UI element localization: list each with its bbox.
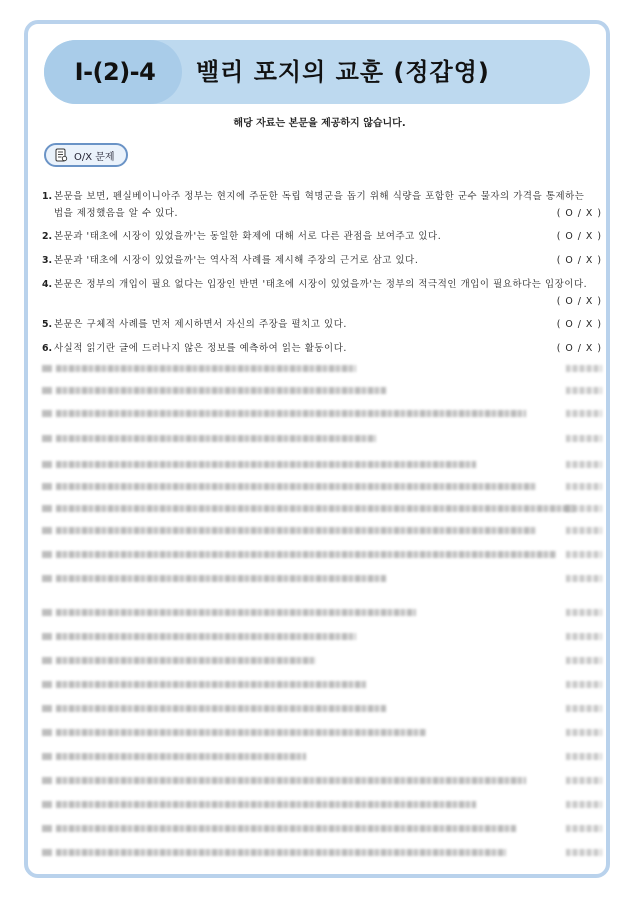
blurred-text xyxy=(56,705,386,712)
blurred-number xyxy=(42,849,52,856)
blurred-answer xyxy=(566,461,602,468)
blurred-answer xyxy=(566,729,602,736)
blurred-text xyxy=(56,657,316,664)
blurred-answer xyxy=(566,483,602,490)
question-text: 본문은 정부의 개입이 필요 없다는 입장인 반면 '태초에 시장이 있었을까'는 정부의 적극적인 개입이 필요하다는 입장이다. xyxy=(54,279,588,290)
blurred-answer xyxy=(566,849,602,856)
question-4 xyxy=(42,276,602,310)
blurred-number xyxy=(42,483,52,490)
ox-answer[interactable]: ( O / X ) xyxy=(556,296,602,307)
blurred-number xyxy=(42,461,52,468)
blurred-question-row xyxy=(42,628,602,645)
blurred-question-row xyxy=(42,360,602,377)
blurred-number xyxy=(42,633,52,640)
blurred-text xyxy=(56,365,356,372)
notice-text: 해당 자료는 본문을 제공하지 않습니다. xyxy=(233,118,406,129)
blurred-answer xyxy=(566,801,602,808)
question-number: 6. xyxy=(42,343,53,354)
question-text: 본문과 '태초에 시장이 있었을까'는 역사적 사례를 제시해 주장의 근거로 삼고 있다. xyxy=(54,255,419,266)
blurred-text xyxy=(56,777,526,784)
blurred-answer xyxy=(566,777,602,784)
blurred-answer xyxy=(566,633,602,640)
blurred-question-row xyxy=(42,405,602,422)
blurred-question-row xyxy=(42,748,602,765)
blurred-text xyxy=(56,410,526,417)
question-number: 4. xyxy=(42,279,53,290)
blurred-number xyxy=(42,435,52,442)
blurred-number xyxy=(42,387,52,394)
blurred-text xyxy=(56,609,416,616)
question-3 xyxy=(42,252,602,269)
blurred-text xyxy=(56,527,536,534)
blurred-text xyxy=(56,551,556,558)
blurred-number xyxy=(42,729,52,736)
blurred-answer xyxy=(566,705,602,712)
blurred-answer xyxy=(566,551,602,558)
blurred-question-row xyxy=(42,522,602,539)
blurred-text xyxy=(56,681,366,688)
question-number: 5. xyxy=(42,319,53,330)
blurred-answer xyxy=(566,435,602,442)
blurred-question-row xyxy=(42,570,602,587)
blurred-question-row xyxy=(42,604,602,621)
ox-answer[interactable]: ( O / X ) xyxy=(556,319,602,330)
question-5 xyxy=(42,316,602,333)
question-text: 사실적 읽기란 글에 드러나지 않은 정보를 예측하여 읽는 활동이다. xyxy=(54,343,347,354)
ox-section-badge xyxy=(44,143,128,167)
blurred-number xyxy=(42,365,52,372)
blurred-text xyxy=(56,753,306,760)
blurred-text xyxy=(56,435,376,442)
page-title: 밸리 포지의 교훈 (정갑영) xyxy=(196,58,490,86)
blurred-question-row xyxy=(42,844,602,861)
blurred-question-row xyxy=(42,820,602,837)
blurred-answer xyxy=(566,387,602,394)
document-icon xyxy=(54,148,68,162)
question-1 xyxy=(42,188,602,222)
blurred-answer xyxy=(566,657,602,664)
blurred-number xyxy=(42,527,52,534)
question-text: 본문은 구체적 사례를 먼저 제시하면서 자신의 주장을 펼치고 있다. xyxy=(54,319,347,330)
blurred-question-row xyxy=(42,652,602,669)
blurred-question-row xyxy=(42,456,602,473)
blurred-number xyxy=(42,505,52,512)
blurred-question-row xyxy=(42,478,602,495)
blurred-question-row xyxy=(42,430,602,447)
ox-answer[interactable]: ( O / X ) xyxy=(556,231,602,242)
question-2 xyxy=(42,228,602,245)
question-number: 1. xyxy=(42,191,53,202)
blurred-number xyxy=(42,681,52,688)
ox-answer[interactable]: ( O / X ) xyxy=(556,255,602,266)
blurred-number xyxy=(42,551,52,558)
question-number: 2. xyxy=(42,231,53,242)
blurred-number xyxy=(42,575,52,582)
blurred-text xyxy=(56,505,576,512)
blurred-question-row xyxy=(42,796,602,813)
unit-code: Ⅰ-(2)-4 xyxy=(74,58,156,86)
blurred-number xyxy=(42,705,52,712)
question-text: 본문과 '태초에 시장이 있었을까'는 동일한 화제에 대해 서로 다른 관점을 보여주고 있다. xyxy=(54,231,442,242)
blurred-number xyxy=(42,801,52,808)
blurred-number xyxy=(42,609,52,616)
blurred-question-row xyxy=(42,700,602,717)
blurred-question-row xyxy=(42,546,602,563)
blurred-number xyxy=(42,825,52,832)
blurred-question-row xyxy=(42,772,602,789)
blurred-text xyxy=(56,825,516,832)
blurred-answer xyxy=(566,575,602,582)
question-text-cont: 법을 제정했음을 알 수 있다. xyxy=(54,208,179,219)
blurred-answer xyxy=(566,410,602,417)
blurred-text xyxy=(56,801,476,808)
blurred-text xyxy=(56,633,356,640)
blurred-question-row xyxy=(42,382,602,399)
blurred-answer xyxy=(566,681,602,688)
blurred-answer xyxy=(566,609,602,616)
blurred-question-row xyxy=(42,676,602,693)
blurred-number xyxy=(42,753,52,760)
question-text: 본문을 보면, 펜실베이니아주 정부는 현지에 주둔한 독립 혁명군을 돕기 위해 식량을 포함한 군수 물자의 가격을 통제하는 xyxy=(54,191,585,202)
blurred-number xyxy=(42,777,52,784)
blurred-number xyxy=(42,657,52,664)
blurred-text xyxy=(56,729,426,736)
question-6 xyxy=(42,340,602,357)
question-number: 3. xyxy=(42,255,53,266)
ox-answer[interactable]: ( O / X ) xyxy=(556,343,602,354)
blurred-answer xyxy=(566,505,602,512)
ox-section-label: O/X 문제 xyxy=(74,151,115,163)
blurred-text xyxy=(56,575,386,582)
ox-answer[interactable]: ( O / X ) xyxy=(556,208,602,219)
blurred-answer xyxy=(566,825,602,832)
blurred-question-row xyxy=(42,724,602,741)
blurred-answer xyxy=(566,365,602,372)
blurred-text xyxy=(56,461,476,468)
blurred-answer xyxy=(566,527,602,534)
blurred-text xyxy=(56,849,506,856)
blurred-number xyxy=(42,410,52,417)
blurred-answer xyxy=(566,753,602,760)
blurred-text xyxy=(56,387,386,394)
blurred-question-row xyxy=(42,500,602,517)
question-text-cont xyxy=(54,293,544,310)
blurred-text xyxy=(56,483,536,490)
